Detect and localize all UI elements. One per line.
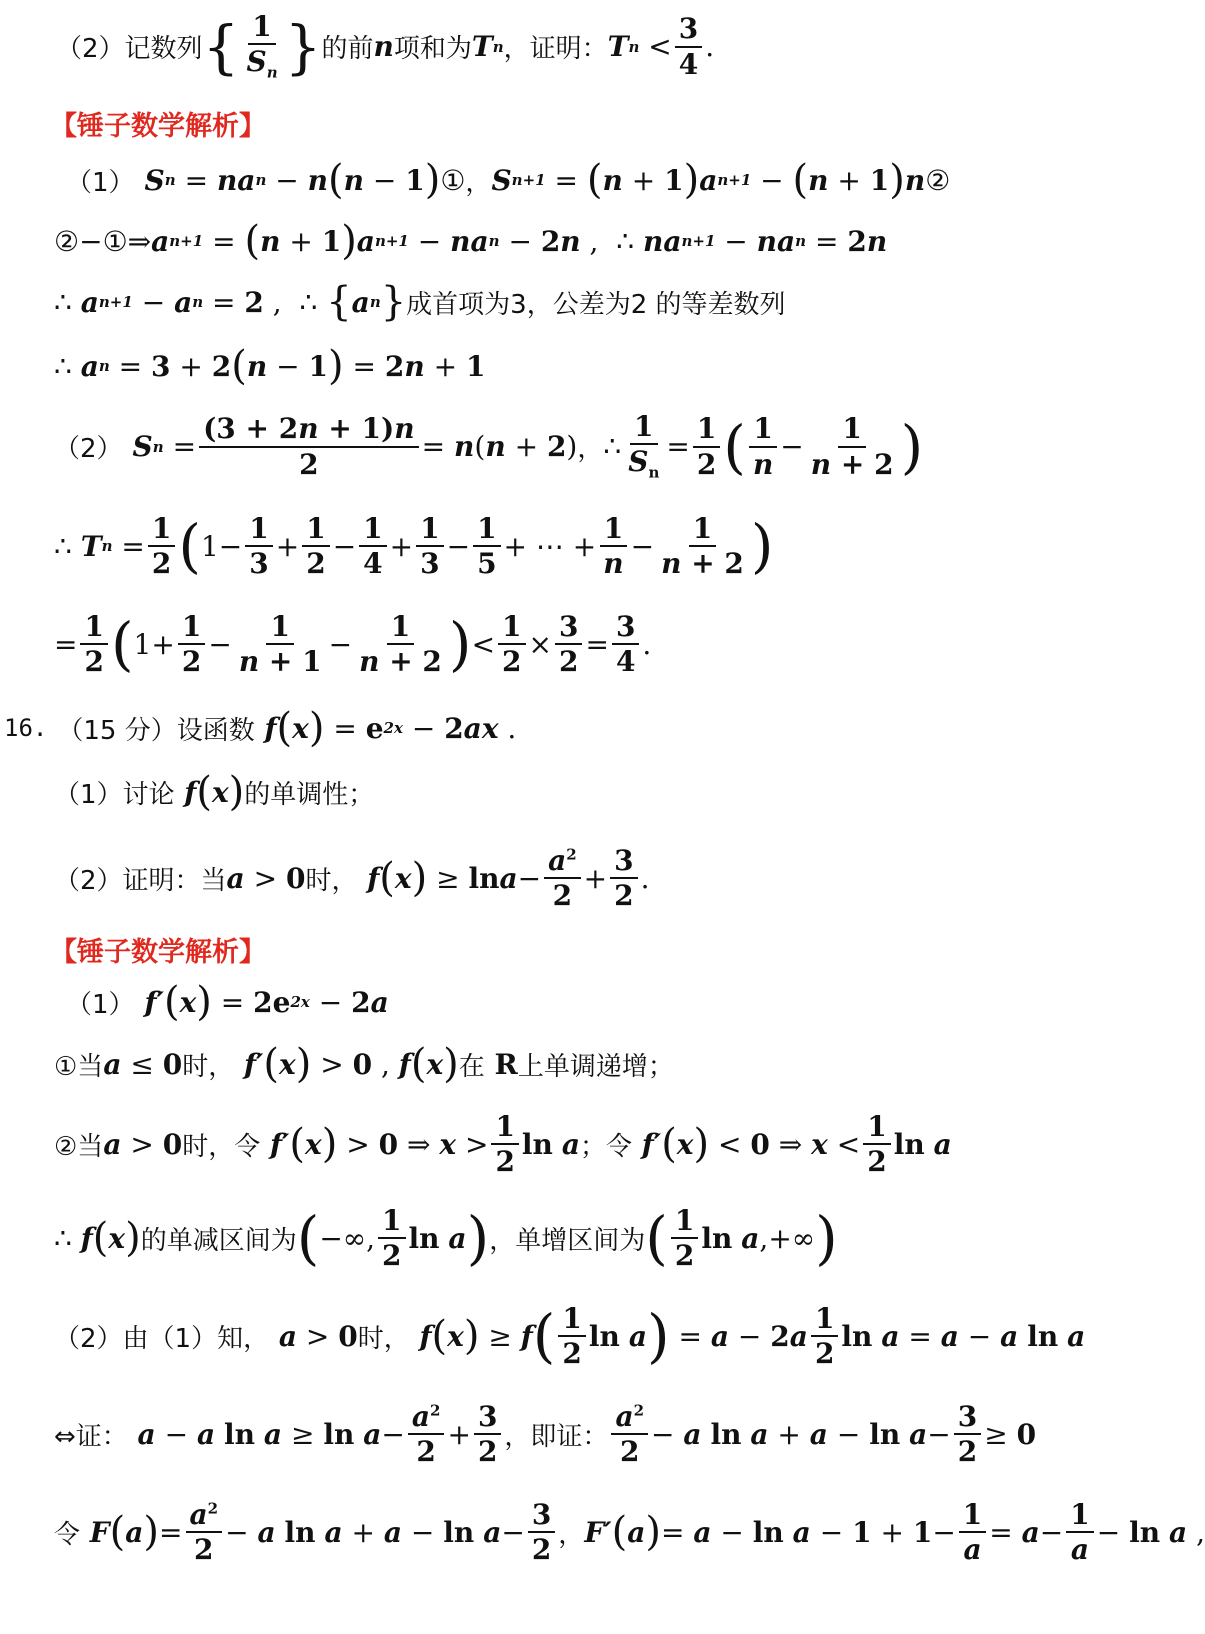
fraction-half: $\frac{1}{2}$	[811, 1304, 838, 1369]
case-text: 时，	[182, 1051, 235, 1082]
fraction-sn: $\frac{(3 + 2n + 1)n}{2}$	[199, 414, 419, 479]
fraction-1-n1: $\frac{1}{n + 1}$	[238, 610, 322, 679]
fraction-1-over-Sn: $\frac{1}{S_n}$	[246, 10, 278, 82]
fraction-half: $\frac{1}{2}$	[148, 514, 175, 579]
solution2-line-7: 令 F ( a ) = $\frac{a^2}{2}$ − a ln a + a − ln a − $\frac{3}{2}$ ， F′ ( a ) = a − ln a − 1 + 1 − $\frac{1}{a}$ = a − $\frac{1}{a}$ − ln a ,	[54, 1498, 1205, 1567]
equiv-text: ⇔证：	[54, 1421, 128, 1452]
question-number: 16.	[4, 714, 48, 742]
part-text: （1）讨论	[54, 779, 175, 810]
question-16-part2: （2）证明：当 a > 0 时， f ( x ) ≥ ln a − $\frac{a^2}{2}$ + $\frac{3}{2}$ .	[54, 844, 650, 913]
fraction-a2-2d: $\frac{a^2}{2}$	[186, 1500, 223, 1565]
fraction-3-2: $\frac{3}{2}$	[555, 612, 582, 677]
part-label: （1）	[66, 989, 135, 1020]
fraction-1-n2b: $\frac{1}{n + 2}$	[359, 610, 442, 679]
part-text: 时，	[357, 1323, 410, 1354]
fraction-1-4: $\frac{1}{4}$	[359, 514, 386, 579]
circle-two: ②	[925, 163, 951, 197]
q-text: ，证明：	[503, 34, 608, 65]
fraction-1-n2: $\frac{1}{n + 2}$	[661, 512, 744, 581]
fraction-3-4b: $\frac{3}{4}$	[612, 612, 639, 677]
fraction-3-2c: $\frac{3}{2}$	[474, 1402, 501, 1467]
fraction-half: $\frac{1}{2}$	[498, 612, 525, 677]
part-text: （2）由（1）知，	[54, 1323, 270, 1354]
circle-one: ①	[440, 163, 466, 197]
part-text: 时，	[305, 865, 358, 896]
solution-line-5: （2） S n = $\frac{(3 + 2n + 1)n}{2}$ = n ( n + 2 ) ， ∴ $\frac{1}{S_n}$ = $\frac{1}{2}$ ( $\frac{1}{n}$ − $\frac{1}{n + 2}$ )	[54, 410, 924, 482]
solution-line-7: = $\frac{1}{2}$ ( 1+ $\frac{1}{2}$ − $\frac{1}{n + 1}$ − $\frac{1}{n + 2}$ ) < $\frac{1}{2}$ × $\frac{3}{2}$ = $\frac{3}{4}$ .	[54, 610, 652, 679]
case-text: 在	[458, 1051, 485, 1082]
part-text: （2）证明：当	[54, 865, 227, 896]
fraction-3-2b: $\frac{3}{2}$	[610, 846, 637, 911]
step-prefix: ②−①⇒	[54, 224, 152, 258]
fraction-half: $\frac{1}{2}$	[863, 1112, 890, 1177]
fraction-3-4: $\frac{3}{4}$	[675, 14, 702, 79]
solution2-line-5: （2）由（1）知， a > 0 时， f ( x ) ≥ f ( $\frac{1}{2}$ ln a ) = a − 2 a $\frac{1}{2}$ ln a = a − a ln a	[54, 1302, 1086, 1371]
solution-line-6: ∴ T n = $\frac{1}{2}$ ( 1− $\frac{1}{3}$ + $\frac{1}{2}$ − $\frac{1}{4}$ + $\frac{1}{3}$ − $\frac{1}{5}$ + ⋯ + $\frac{1}{n}$ − $\frac{1}{n + 2}$ )	[54, 512, 774, 581]
part-text: 的单调性；	[244, 779, 375, 810]
fraction-half: $\frac{1}{2}$	[491, 1112, 518, 1177]
solution2-line-6: ⇔证： a − a ln a ≥ ln a − $\frac{a^2}{2}$ + $\frac{3}{2}$ ，即证： $\frac{a^2}{2}$ − a ln a + a − ln a − $\frac{3}{2}$ ≥ 0	[54, 1400, 1037, 1469]
fraction-half: $\frac{1}{2}$	[80, 612, 107, 677]
part-label: （1）	[66, 167, 135, 198]
interval-text: 的单减区间为	[140, 1225, 297, 1256]
interval-text: ，单增区间为	[489, 1225, 646, 1256]
solution-line-1: （1） S n = na n − n ( n − 1 ) ① ， S n+1 = ( n + 1 ) a n+1 − ( n + 1 ) n ②	[66, 157, 951, 203]
question-16-part1: （1）讨论 f ( x ) 的单调性；	[54, 769, 375, 815]
case-text: ②当	[54, 1131, 104, 1162]
fraction-1-n: $\frac{1}{n}$	[599, 514, 627, 579]
let-text: 令	[54, 1519, 81, 1550]
fraction-half: $\frac{1}{2}$	[378, 1206, 405, 1271]
q-text: 的前	[321, 34, 374, 65]
fraction-half: $\frac{1}{2}$	[671, 1206, 698, 1271]
solution2-line-3: ②当 a > 0 时，令 f′ ( x ) > 0 ⇒ x > $\frac{1}{2}$ ln a ；令 f′ ( x ) < 0 ⇒ x < $\frac{1}{2}$ ln a	[54, 1110, 952, 1179]
fraction-a2-2b: $\frac{a^2}{2}$	[408, 1402, 445, 1467]
fraction-1-a2: $\frac{1}{a}$	[1066, 1500, 1093, 1565]
solution-line-2: ②−①⇒ a n+1 = ( n + 1 ) a n+1 − na n − 2 n , ∴ na n+1 − na n = 2 n	[54, 218, 888, 264]
brace-left: {	[202, 12, 240, 81]
case-text: ①当	[54, 1051, 104, 1082]
fraction-1-over-n: $\frac{1}{n}$	[749, 414, 777, 479]
q-text: 项和为	[393, 34, 472, 65]
real-set-symbol: R	[494, 1047, 518, 1081]
solution-heading-2: 【锤子数学解析】	[50, 937, 266, 968]
fraction-a2-2c: $\frac{a^2}{2}$	[611, 1402, 648, 1467]
solution-line-3: ∴ a n+1 − a n = 2 , ∴ { a n } 成首项为3，公差为2 的等差数列	[54, 279, 786, 325]
solution2-line-1: （1） f′ ( x ) = 2e 2x − 2 a	[66, 979, 389, 1025]
fraction-1-2: $\frac{1}{2}$	[302, 514, 329, 579]
fraction-1-3: $\frac{1}{3}$	[245, 514, 272, 579]
solution-heading: 【锤子数学解析】	[50, 111, 266, 142]
question-15-part2: （2）记数列 { $\frac{1}{S_n}$ } 的前 n 项和为 T n ，证明： T n < $\frac{3}{4}$ .	[56, 10, 715, 82]
fraction-1-a: $\frac{1}{a}$	[959, 1500, 986, 1565]
fraction-3-2d: $\frac{3}{2}$	[954, 1402, 981, 1467]
case-text: 时，令	[182, 1131, 261, 1162]
fraction-1-over-n2: $\frac{1}{n + 2}$	[810, 412, 894, 481]
fraction-3-2e: $\frac{3}{2}$	[528, 1500, 555, 1565]
fraction-1-5: $\frac{1}{5}$	[473, 514, 500, 579]
fraction-1-3b: $\frac{1}{3}$	[416, 514, 443, 579]
case-text: ；令	[579, 1131, 632, 1162]
solution2-line-2: ①当 a ≤ 0 时， f′ ( x ) > 0 , f ( x ) 在 R 上单调递增；	[54, 1041, 674, 1087]
question-text: （15 分）设函数	[57, 715, 255, 746]
brace-right: }	[284, 12, 322, 81]
question-16: 16. （15 分）设函数 f ( x ) = e 2x − 2 ax .	[4, 705, 517, 751]
fraction-a2-2: $\frac{a^2}{2}$	[544, 846, 581, 911]
fraction-half: $\frac{1}{2}$	[693, 414, 720, 479]
solution2-line-4: ∴ f ( x ) 的单减区间为 ( −∞, $\frac{1}{2}$ ln a ) ，单增区间为 ( $\frac{1}{2}$ ln a ,+∞ )	[54, 1204, 838, 1273]
part-label: （2）	[54, 434, 123, 465]
fraction-1-over-Sn-2: $\frac{1}{S_n}$	[628, 410, 660, 482]
fraction-half: $\frac{1}{2}$	[558, 1304, 585, 1369]
solution-line-4: ∴ a n = 3 + 2 ( n − 1 ) = 2 n + 1	[54, 343, 486, 389]
q-label: （2）记数列	[56, 34, 203, 65]
equiv-text: ，即证：	[504, 1421, 609, 1452]
case-text: 上单调递增；	[517, 1051, 674, 1082]
step-text: 成首项为3，公差为2 的等差数列	[406, 289, 786, 320]
fraction-1-2b: $\frac{1}{2}$	[178, 612, 205, 677]
